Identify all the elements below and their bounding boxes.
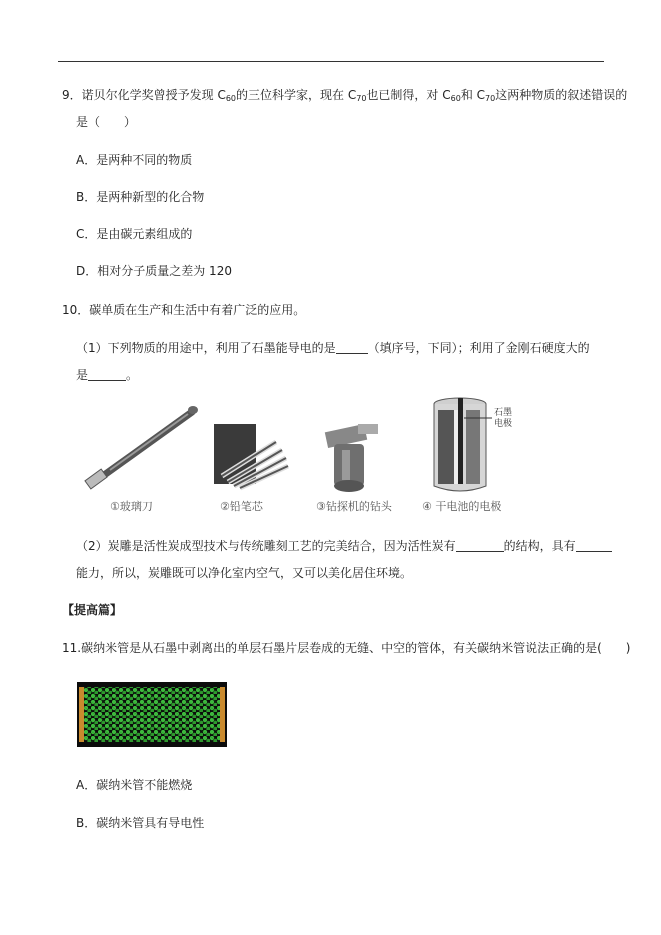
- q11-option-a: A．碳纳米管不能燃烧: [76, 778, 193, 792]
- q9-option-d: D．相对分子质量之差为 120: [76, 264, 232, 278]
- answer-blank-2[interactable]: [88, 368, 126, 381]
- q9-option-b: B．是两种新型的化合物: [76, 190, 205, 204]
- figure-caption-3: ③钻探机的钻头: [316, 500, 392, 513]
- q9-stem-line2: 是（ ）: [76, 115, 137, 129]
- figure-caption-1: ①玻璃刀: [110, 500, 153, 513]
- q9-stem: 9．诺贝尔化学奖曾授予发现 $C_{60}$的三位科学家，现在 $C_{70}$也已制得，对 $C_{60}$和 $C_{70}$这两种物质的叙述错误的: [62, 88, 628, 103]
- section-heading: 【提高篇】: [62, 603, 123, 617]
- answer-blank-3[interactable]: [456, 539, 504, 552]
- answer-blank-4[interactable]: [576, 539, 612, 552]
- q9-option-a: A．是两种不同的物质: [76, 153, 193, 167]
- pencil-lead-image: [214, 424, 294, 492]
- q10-stem: 10．碳单质在生产和生活中有着广泛的应用。: [62, 303, 306, 317]
- q11-stem: 11.碳纳米管是从石墨中剥离出的单层石墨片层卷成的无缝、中空的管体，有关碳纳米管说法正确的是( ): [62, 641, 631, 655]
- q10-part1-line2: 是 。: [76, 368, 139, 382]
- q10-part2: （2）炭雕是活性炭成型技术与传统雕刻工艺的完美结合，因为活性炭有 的结构，具有: [76, 538, 612, 554]
- figure-caption-4: ④ 干电池的电极: [422, 500, 502, 513]
- battery-label: 石墨 电极: [494, 408, 513, 429]
- q11-option-b: B．碳纳米管具有导电性: [76, 816, 205, 830]
- q10-figures: [80, 396, 520, 516]
- drill-bit-image: [322, 422, 386, 494]
- q10-part1: （1）下列物质的用途中，利用了石墨能导电的是 （填序号，下同）；利用了金刚石硬度大的: [76, 341, 590, 355]
- figure-caption-2: ②铅笔芯: [220, 500, 263, 513]
- carbon-nanotube-image: [77, 682, 227, 747]
- q9-option-c: C．是由碳元素组成的: [76, 227, 193, 241]
- header-rule: [58, 61, 604, 62]
- answer-blank-1[interactable]: [336, 341, 368, 354]
- glass-cutter-image: [80, 400, 200, 490]
- q10-part2-line2: 能力，所以，炭雕既可以净化室内空气，又可以美化居住环境。: [76, 566, 413, 580]
